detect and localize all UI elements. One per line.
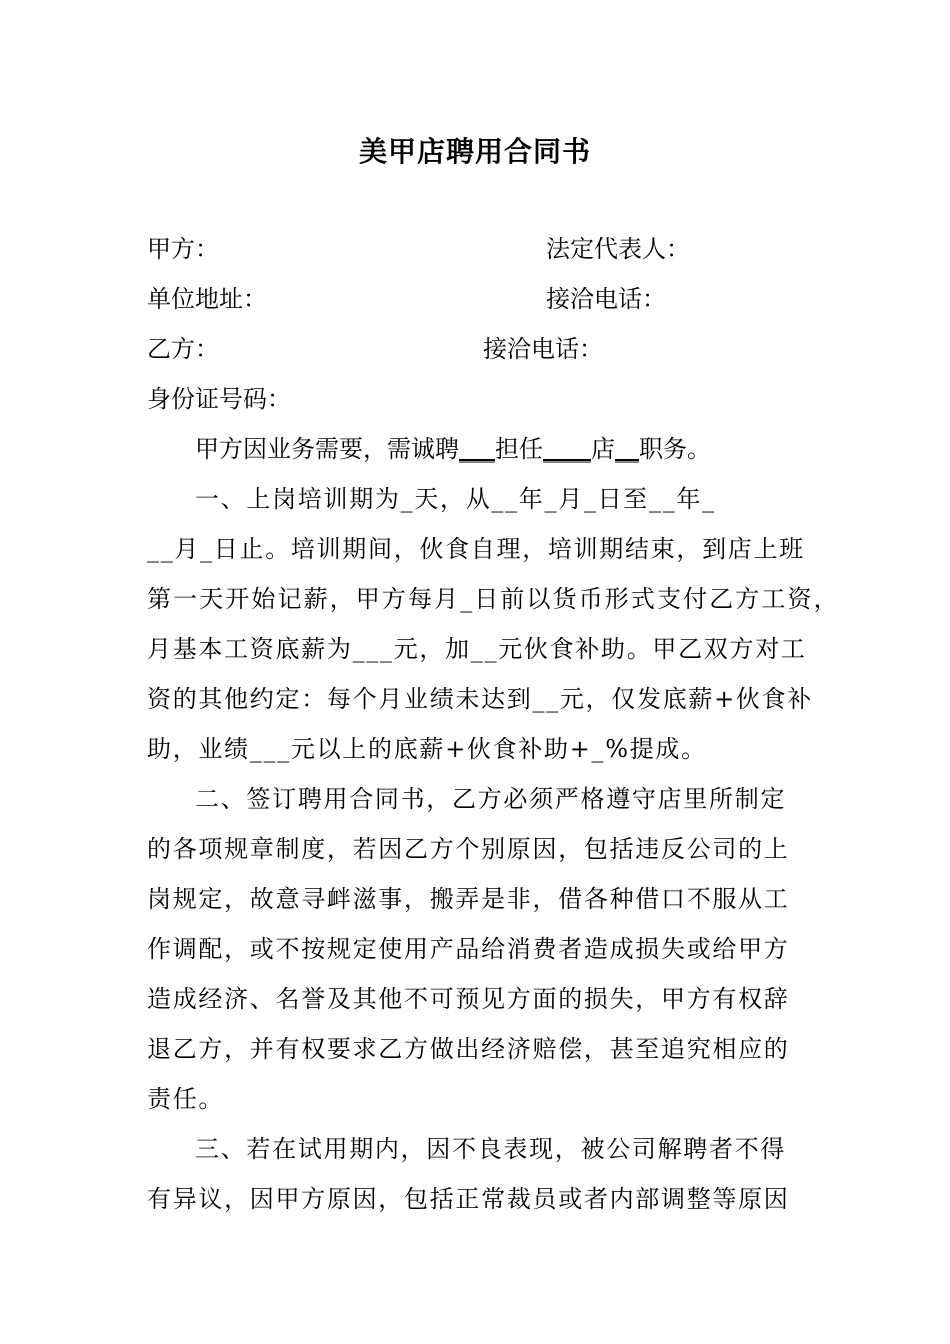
clause-1-line-2: __月_日止。培训期间，伙食自理，培训期结束，到店上班 xyxy=(147,535,805,563)
intro-text-2: 担任 xyxy=(495,435,543,463)
intro-text-3: 店 xyxy=(591,435,615,463)
clause-1-line-1: 一、上岗培训期为_天，从__年_月_日至__年_ xyxy=(195,485,716,513)
contact-phone-label-a: 接洽电话： xyxy=(546,285,666,313)
legal-representative-label: 法定代表人： xyxy=(546,235,690,263)
clause-1-line-6: 助，业绩___元以上的底薪+伙食补助+_%提成。 xyxy=(147,735,707,763)
id-number-label: 身份证号码： xyxy=(147,385,291,413)
clause-1-line-5: 资的其他约定：每个月业绩未达到__元，仅发底薪+伙食补 xyxy=(147,685,814,713)
address-label: 单位地址： xyxy=(147,285,267,313)
intro-text-1: 甲方因业务需要，需诚聘 xyxy=(195,435,459,463)
party-a-label: 甲方： xyxy=(147,235,219,263)
intro-blank-3: __ xyxy=(615,435,639,463)
contact-phone-label-b: 接洽电话： xyxy=(483,335,603,363)
clause-1-line-3: 第一天开始记薪，甲方每月_日前以货币形式支付乙方工资， xyxy=(147,585,840,613)
clause-2-line-7: 责任。 xyxy=(147,1085,225,1113)
clause-1-line-4: 月基本工资底薪为___元，加__元伙食补助。甲乙双方对工 xyxy=(147,635,807,663)
party-b-label: 乙方： xyxy=(147,335,219,363)
intro-blank-2: ____ xyxy=(543,435,591,463)
clause-2-line-6: 退乙方，并有权要求乙方做出经济赔偿，甚至追究相应的 xyxy=(147,1035,790,1063)
intro-blank-1: ___ xyxy=(459,435,495,463)
clause-2-line-1: 二、签订聘用合同书，乙方必须严格遵守店里所制定 xyxy=(195,785,787,813)
clause-3-line-1: 三、若在试用期内，因不良表现，被公司解聘者不得 xyxy=(195,1135,787,1163)
clause-2-line-4: 作调配，或不按规定使用产品给消费者造成损失或给甲方 xyxy=(147,935,790,963)
clause-2-line-5: 造成经济、名誉及其他不可预见方面的损失，甲方有权辞 xyxy=(147,985,790,1013)
clause-2-line-2: 的各项规章制度，若因乙方个别原因，包括违反公司的上 xyxy=(147,835,790,863)
document-title: 美甲店聘用合同书 xyxy=(358,135,591,168)
intro-text-4: 职务。 xyxy=(639,435,711,463)
intro-paragraph xyxy=(195,433,711,465)
clause-3-line-2: 有异议，因甲方原因，包括正常裁员或者内部调整等原因 xyxy=(147,1185,790,1213)
clause-2-line-3: 岗规定，故意寻衅滋事，搬弄是非，借各种借口不服从工 xyxy=(147,885,790,913)
